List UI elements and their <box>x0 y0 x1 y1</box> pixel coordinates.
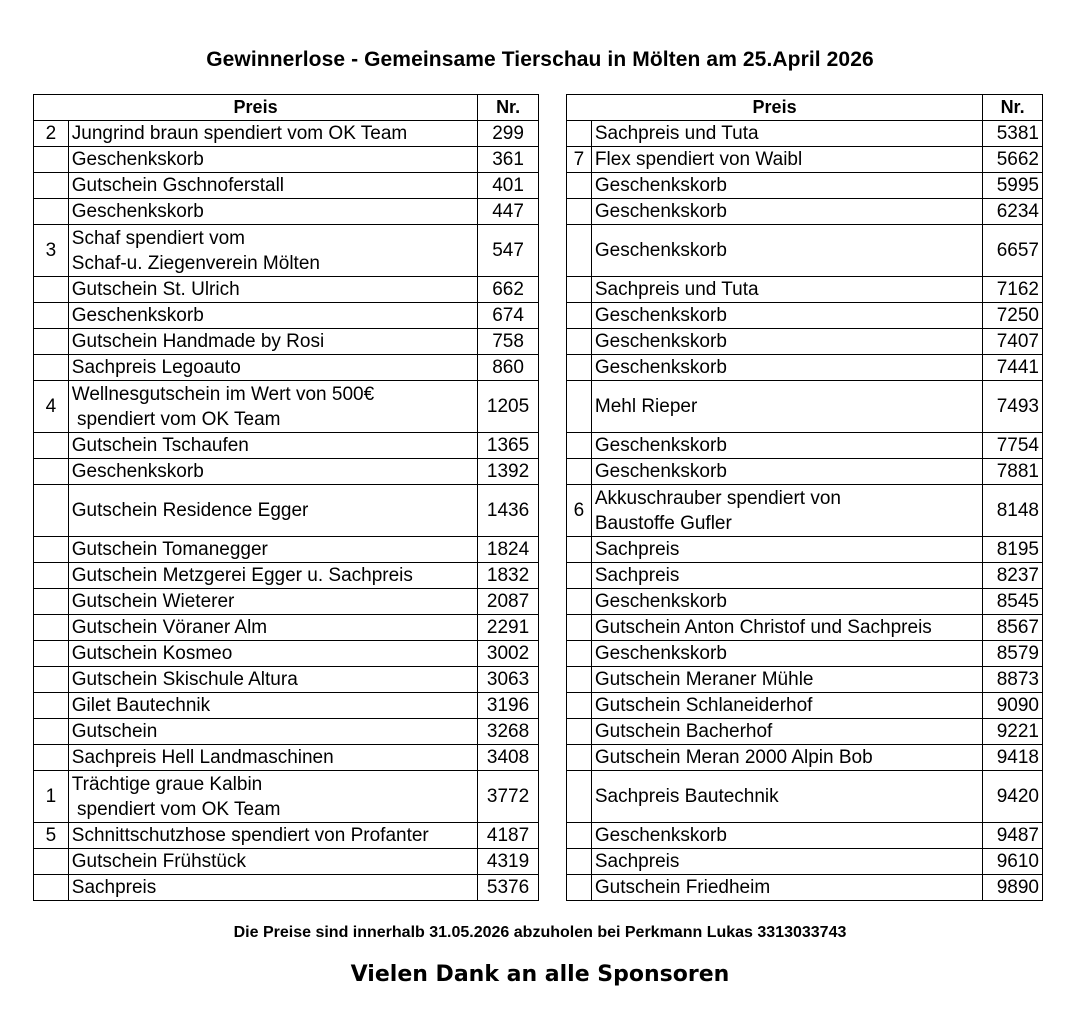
table-row <box>567 745 1043 771</box>
prize-cell <box>68 771 477 823</box>
rank-cell <box>34 641 69 667</box>
number-cell: 3772 <box>478 771 539 823</box>
prize-text: Schaf-u. Ziegenverein Mölten <box>71 252 320 274</box>
prize-table-right <box>566 94 1043 901</box>
table-row <box>34 355 539 381</box>
prize-text: Geschenkskorb <box>594 175 727 196</box>
rank-cell <box>34 303 69 329</box>
number-cell: 9418 <box>983 745 1043 771</box>
prize-text: Gutschein Residence Egger <box>71 500 309 521</box>
prize-text: Gutschein Anton Christof und Sachpreis <box>594 617 932 638</box>
table-row <box>34 693 539 719</box>
rank-cell <box>34 459 69 485</box>
prize-text: Gutschein Gschnoferstall <box>71 175 285 196</box>
number-cell: 662 <box>478 277 539 303</box>
table-row <box>567 537 1043 563</box>
number-cell: 6657 <box>983 225 1043 277</box>
prize-cell <box>68 693 477 719</box>
rank-cell <box>34 745 69 771</box>
rank-cell <box>34 615 69 641</box>
prize-cell <box>68 225 477 277</box>
number-cell: 8237 <box>983 563 1043 589</box>
number-cell: 1436 <box>478 485 539 537</box>
rank-cell <box>34 849 69 875</box>
table-row <box>34 329 539 355</box>
prize-table-left-body <box>34 121 539 901</box>
number-cell: 674 <box>478 303 539 329</box>
rank-cell <box>567 771 592 823</box>
table-row <box>34 303 539 329</box>
number-cell: 758 <box>478 329 539 355</box>
table-row <box>34 147 539 173</box>
table-row <box>34 589 539 615</box>
prize-cell <box>68 875 477 901</box>
table-row <box>34 225 539 277</box>
prize-text: Schaf spendiert vom <box>71 227 245 249</box>
rank-cell <box>34 355 69 381</box>
prize-cell <box>68 849 477 875</box>
number-cell: 9221 <box>983 719 1043 745</box>
header-prize: Preis <box>34 95 478 121</box>
rank-cell: 1 <box>34 771 69 823</box>
prize-text: Gutschein Kosmeo <box>71 643 233 664</box>
number-cell: 2087 <box>478 589 539 615</box>
prize-text: Sachpreis <box>594 565 680 586</box>
number-cell: 547 <box>478 225 539 277</box>
prize-text: Gutschein Skischule Altura <box>71 669 298 690</box>
table-row <box>567 329 1043 355</box>
table-row <box>567 589 1043 615</box>
table-row <box>34 173 539 199</box>
prize-cell <box>68 329 477 355</box>
prize-cell <box>591 849 982 875</box>
prize-cell <box>591 225 982 277</box>
table-row <box>34 433 539 459</box>
rank-cell <box>567 563 592 589</box>
table-row <box>567 277 1043 303</box>
prize-cell <box>68 147 477 173</box>
rank-cell <box>34 329 69 355</box>
prize-text: Jungrind braun spendiert vom OK Team <box>71 123 408 144</box>
prize-cell <box>591 121 982 147</box>
prize-cell <box>68 173 477 199</box>
prize-text: Gutschein St. Ulrich <box>71 279 240 300</box>
table-header-row <box>34 95 539 121</box>
prize-cell <box>591 563 982 589</box>
number-cell: 3268 <box>478 719 539 745</box>
prize-cell <box>591 719 982 745</box>
number-cell: 8873 <box>983 667 1043 693</box>
table-header-row <box>567 95 1043 121</box>
prize-cell <box>68 459 477 485</box>
prize-text: spendiert vom OK Team <box>71 798 281 820</box>
table-row <box>34 459 539 485</box>
prize-text: Akkuschrauber spendiert von <box>594 487 841 509</box>
table-row <box>567 121 1043 147</box>
table-row <box>567 615 1043 641</box>
number-cell: 3196 <box>478 693 539 719</box>
prize-text: Mehl Rieper <box>594 396 698 417</box>
prize-text: Gutschein Bacherhof <box>594 721 773 742</box>
number-cell: 5376 <box>478 875 539 901</box>
prize-text: Geschenkskorb <box>71 461 204 482</box>
number-cell: 361 <box>478 147 539 173</box>
rank-cell: 3 <box>34 225 69 277</box>
table-row <box>567 355 1043 381</box>
prize-cell <box>591 589 982 615</box>
prize-text: Flex spendiert von Waibl <box>594 149 803 170</box>
header-number: Nr. <box>983 95 1043 121</box>
rank-cell <box>567 277 592 303</box>
rank-cell <box>567 849 592 875</box>
prize-cell <box>68 745 477 771</box>
rank-cell <box>567 329 592 355</box>
rank-cell <box>567 433 592 459</box>
table-row <box>567 303 1043 329</box>
prize-table-right-body <box>567 121 1043 901</box>
prize-cell <box>68 719 477 745</box>
table-row <box>567 485 1043 537</box>
number-cell: 7407 <box>983 329 1043 355</box>
prize-cell <box>591 329 982 355</box>
prize-text: Gutschein Meraner Mühle <box>594 669 814 690</box>
number-cell: 860 <box>478 355 539 381</box>
table-row <box>567 849 1043 875</box>
prize-text: Gutschein Friedheim <box>594 877 771 898</box>
table-row <box>34 849 539 875</box>
number-cell: 9420 <box>983 771 1043 823</box>
prize-text: Gutschein Metzgerei Egger u. Sachpreis <box>71 565 413 586</box>
prize-cell <box>591 693 982 719</box>
prize-text: Geschenkskorb <box>594 201 727 222</box>
prize-cell <box>68 589 477 615</box>
table-row <box>34 199 539 225</box>
prize-cell <box>591 303 982 329</box>
prize-cell <box>591 745 982 771</box>
rank-cell: 4 <box>34 381 69 433</box>
table-row <box>34 537 539 563</box>
rank-cell <box>567 875 592 901</box>
rank-cell <box>567 589 592 615</box>
table-row <box>34 719 539 745</box>
number-cell: 1832 <box>478 563 539 589</box>
table-row <box>567 823 1043 849</box>
rank-cell <box>567 693 592 719</box>
prize-text: Geschenkskorb <box>71 149 204 170</box>
prize-text: Gutschein Tschaufen <box>71 435 249 456</box>
prize-text: Geschenkskorb <box>594 331 727 352</box>
number-cell: 1824 <box>478 537 539 563</box>
prize-text: Gutschein Wieterer <box>71 591 235 612</box>
rank-cell <box>567 225 592 277</box>
prize-cell <box>68 199 477 225</box>
prize-text: Sachpreis Hell Landmaschinen <box>71 747 334 768</box>
rank-cell <box>34 875 69 901</box>
prize-cell <box>68 433 477 459</box>
rank-cell <box>567 719 592 745</box>
prize-text: Sachpreis und Tuta <box>594 123 759 144</box>
table-row <box>34 667 539 693</box>
prize-text: Geschenkskorb <box>594 435 727 456</box>
rank-cell <box>567 173 592 199</box>
number-cell: 7493 <box>983 381 1043 433</box>
number-cell: 447 <box>478 199 539 225</box>
table-row <box>567 719 1043 745</box>
prize-text: Geschenkskorb <box>594 240 727 261</box>
number-cell: 1392 <box>478 459 539 485</box>
number-cell: 9890 <box>983 875 1043 901</box>
prize-text: Gutschein Schlaneiderhof <box>594 695 813 716</box>
rank-cell <box>34 147 69 173</box>
rank-cell <box>34 537 69 563</box>
prize-text: Gutschein <box>71 721 158 742</box>
table-row <box>567 875 1043 901</box>
rank-cell <box>567 355 592 381</box>
table-row <box>34 745 539 771</box>
pickup-note: Die Preise sind innerhalb 31.05.2026 abzuholen bei Perkmann Lukas 3313033743 <box>233 924 847 941</box>
number-cell: 9487 <box>983 823 1043 849</box>
prize-cell <box>591 771 982 823</box>
prize-cell <box>68 615 477 641</box>
number-cell: 299 <box>478 121 539 147</box>
table-row <box>34 563 539 589</box>
prize-cell <box>591 641 982 667</box>
prize-text: Geschenkskorb <box>594 825 727 846</box>
rank-cell <box>34 563 69 589</box>
table-row <box>567 225 1043 277</box>
rank-cell <box>567 615 592 641</box>
number-cell: 5995 <box>983 173 1043 199</box>
number-cell: 8567 <box>983 615 1043 641</box>
table-row <box>34 121 539 147</box>
rank-cell <box>34 589 69 615</box>
prize-cell <box>68 277 477 303</box>
table-row <box>34 381 539 433</box>
rank-cell <box>567 199 592 225</box>
prize-text: Sachpreis <box>594 851 680 872</box>
prize-cell <box>68 641 477 667</box>
prize-cell <box>591 615 982 641</box>
rank-cell <box>567 381 592 433</box>
prize-cell <box>68 667 477 693</box>
prize-text: Gutschein Vöraner Alm <box>71 617 268 638</box>
prize-cell <box>591 173 982 199</box>
number-cell: 7881 <box>983 459 1043 485</box>
prize-table-left <box>33 94 539 901</box>
rank-cell: 5 <box>34 823 69 849</box>
rank-cell <box>34 277 69 303</box>
prize-cell <box>68 381 477 433</box>
number-cell: 2291 <box>478 615 539 641</box>
prize-text: Schnittschutzhose spendiert von Profanter <box>71 825 429 846</box>
number-cell: 1365 <box>478 433 539 459</box>
number-cell: 7162 <box>983 277 1043 303</box>
table-row <box>34 641 539 667</box>
number-cell: 6234 <box>983 199 1043 225</box>
rank-cell <box>34 199 69 225</box>
rank-cell <box>567 537 592 563</box>
prize-cell <box>591 667 982 693</box>
rank-cell: 7 <box>567 147 592 173</box>
table-row <box>34 771 539 823</box>
number-cell: 3408 <box>478 745 539 771</box>
prize-text: Geschenkskorb <box>594 461 727 482</box>
prize-cell <box>68 121 477 147</box>
prize-text: Gutschein Meran 2000 Alpin Bob <box>594 747 873 768</box>
number-cell: 3063 <box>478 667 539 693</box>
prize-cell <box>591 355 982 381</box>
table-row <box>567 667 1043 693</box>
rank-cell <box>34 693 69 719</box>
number-cell: 7754 <box>983 433 1043 459</box>
number-cell: 3002 <box>478 641 539 667</box>
prize-text: spendiert vom OK Team <box>71 408 281 430</box>
prize-text: Geschenkskorb <box>594 643 727 664</box>
prize-cell <box>591 199 982 225</box>
rank-cell <box>567 745 592 771</box>
prize-text: Geschenkskorb <box>71 305 204 326</box>
prize-text: Gutschein Handmade by Rosi <box>71 331 325 352</box>
table-row <box>34 277 539 303</box>
prize-cell <box>591 537 982 563</box>
thanks-line: Vielen Dank an alle Sponsoren <box>350 962 730 987</box>
table-row <box>567 641 1043 667</box>
table-row <box>567 693 1043 719</box>
prize-text: Baustoffe Gufler <box>594 512 732 534</box>
table-row <box>567 147 1043 173</box>
rank-cell <box>34 433 69 459</box>
number-cell: 7441 <box>983 355 1043 381</box>
number-cell: 8579 <box>983 641 1043 667</box>
prize-cell <box>68 823 477 849</box>
number-cell: 9610 <box>983 849 1043 875</box>
prize-cell <box>68 563 477 589</box>
prize-cell <box>591 459 982 485</box>
number-cell: 5662 <box>983 147 1043 173</box>
prize-cell <box>591 485 982 537</box>
rank-cell <box>567 667 592 693</box>
number-cell: 7250 <box>983 303 1043 329</box>
number-cell: 1205 <box>478 381 539 433</box>
rank-cell: 6 <box>567 485 592 537</box>
prize-text: Gilet Bautechnik <box>71 695 211 716</box>
table-row <box>567 199 1043 225</box>
rank-cell <box>567 121 592 147</box>
prize-cell <box>591 381 982 433</box>
table-row <box>567 771 1043 823</box>
rank-cell <box>34 719 69 745</box>
table-row <box>567 433 1043 459</box>
rank-cell <box>34 485 69 537</box>
table-row <box>34 485 539 537</box>
prize-text: Geschenkskorb <box>71 201 204 222</box>
number-cell: 4319 <box>478 849 539 875</box>
number-cell: 8195 <box>983 537 1043 563</box>
prize-text: Sachpreis Bautechnik <box>594 786 779 807</box>
number-cell: 8545 <box>983 589 1043 615</box>
table-row <box>567 381 1043 433</box>
prize-text: Gutschein Frühstück <box>71 851 247 872</box>
rank-cell <box>567 641 592 667</box>
rank-cell <box>34 173 69 199</box>
table-row <box>567 459 1043 485</box>
prize-text: Sachpreis <box>594 539 680 560</box>
table-row <box>34 875 539 901</box>
rank-cell <box>567 303 592 329</box>
table-row <box>34 823 539 849</box>
prize-text: Sachpreis Legoauto <box>71 357 241 378</box>
prize-cell <box>68 485 477 537</box>
prize-cell <box>68 303 477 329</box>
rank-cell <box>567 823 592 849</box>
rank-cell <box>567 459 592 485</box>
prize-text: Geschenkskorb <box>594 357 727 378</box>
table-row <box>567 563 1043 589</box>
prize-text: Trächtige graue Kalbin <box>71 773 263 795</box>
prize-cell <box>591 433 982 459</box>
prize-text: Wellnesgutschein im Wert von 500€ <box>71 383 375 405</box>
prize-text: Geschenkskorb <box>594 591 727 612</box>
prize-cell <box>591 147 982 173</box>
header-prize: Preis <box>567 95 983 121</box>
header-number: Nr. <box>478 95 539 121</box>
prize-text: Sachpreis <box>71 877 157 898</box>
prize-cell <box>591 277 982 303</box>
prize-text: Gutschein Tomanegger <box>71 539 268 560</box>
rank-cell: 2 <box>34 121 69 147</box>
prize-cell <box>591 823 982 849</box>
table-row <box>567 173 1043 199</box>
number-cell: 401 <box>478 173 539 199</box>
table-row <box>34 615 539 641</box>
prize-text: Sachpreis und Tuta <box>594 279 759 300</box>
prize-cell <box>68 537 477 563</box>
document-title: Gewinnerlose - Gemeinsame Tierschau in Mölten am 25.April 2026 <box>206 48 874 71</box>
number-cell: 8148 <box>983 485 1043 537</box>
number-cell: 4187 <box>478 823 539 849</box>
rank-cell <box>34 667 69 693</box>
number-cell: 9090 <box>983 693 1043 719</box>
prize-cell <box>591 875 982 901</box>
number-cell: 5381 <box>983 121 1043 147</box>
prize-text: Geschenkskorb <box>594 305 727 326</box>
prize-cell <box>68 355 477 381</box>
